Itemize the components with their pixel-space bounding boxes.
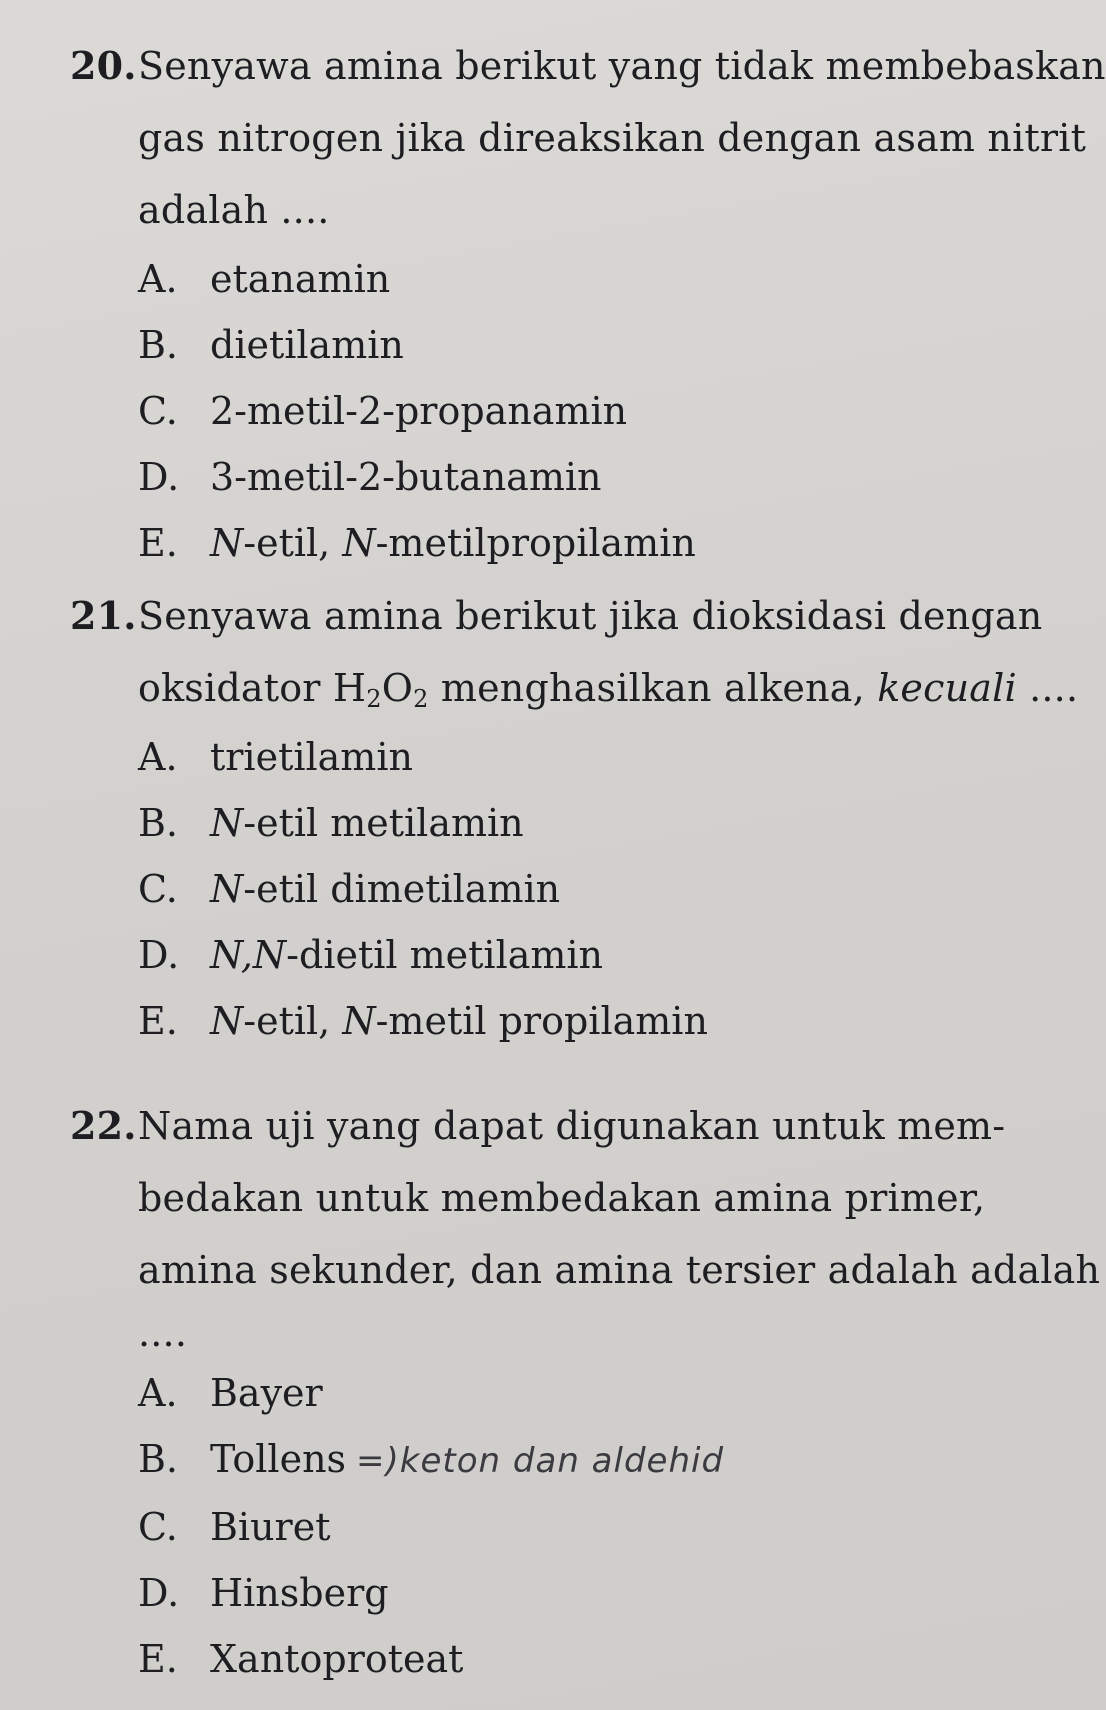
option-21-b[interactable]: B. N-etil metilamin <box>138 801 524 845</box>
option-20-c[interactable]: C. 2-metil-2-propanamin <box>138 389 628 433</box>
question-22-line-1: 22.Nama uji yang dapat digunakan untuk mem- <box>70 1090 1000 1162</box>
option-22-b[interactable]: B. Tollens =)keton dan aldehid <box>138 1437 725 1481</box>
question-20 <box>70 30 1106 576</box>
option-21-a[interactable]: A. trietilamin <box>138 735 413 779</box>
question-22-line-3: amina sekunder, dan amina tersier adalah adalah <box>138 1248 1101 1292</box>
question-22-line-2: bedakan untuk membedakan amina primer, <box>138 1176 986 1220</box>
option-22-c[interactable]: C. Biuret <box>138 1505 331 1549</box>
option-20-d[interactable]: D. 3-metil-2-butanamin <box>138 455 602 499</box>
option-21-d[interactable]: D. N,N-dietil metilamin <box>138 933 604 977</box>
question-21-line-1: 21.Senyawa amina berikut jika dioksidasi dengan <box>70 580 1000 652</box>
option-21-c[interactable]: C. N-etil dimetilamin <box>138 867 561 911</box>
option-20-b[interactable]: B. dietilamin <box>138 323 404 367</box>
option-21-e[interactable]: E. N-etil, N-metil propilamin <box>138 999 708 1043</box>
option-20-a[interactable]: A. etanamin <box>138 257 391 301</box>
option-22-e[interactable]: E. Xantoproteat <box>138 1637 464 1681</box>
option-22-d[interactable]: D. Hinsberg <box>138 1571 389 1615</box>
question-number: 20. <box>70 43 137 88</box>
handwritten-note: =)keton dan aldehid <box>356 1441 725 1481</box>
question-number: 22. <box>70 1103 137 1148</box>
question-20-line-1: 20.Senyawa amina berikut yang tidak membebaskan <box>70 30 1000 102</box>
question-21-line-2: oksidator $H_2O_2$ menghasilkan alkena, kecuali .... <box>138 666 1079 713</box>
option-20-e[interactable]: E. N-etil, N-metilpropilamin <box>138 521 696 565</box>
question-22 <box>70 1090 1101 1692</box>
question-21 <box>70 580 1079 1054</box>
question-20-line-3: adalah .... <box>138 188 330 232</box>
question-22-line-4: .... <box>138 1311 188 1355</box>
option-22-a[interactable]: A. Bayer <box>138 1371 323 1415</box>
question-number: 21. <box>70 593 137 638</box>
question-20-line-2: gas nitrogen jika direaksikan dengan asam nitrit <box>138 116 1087 160</box>
